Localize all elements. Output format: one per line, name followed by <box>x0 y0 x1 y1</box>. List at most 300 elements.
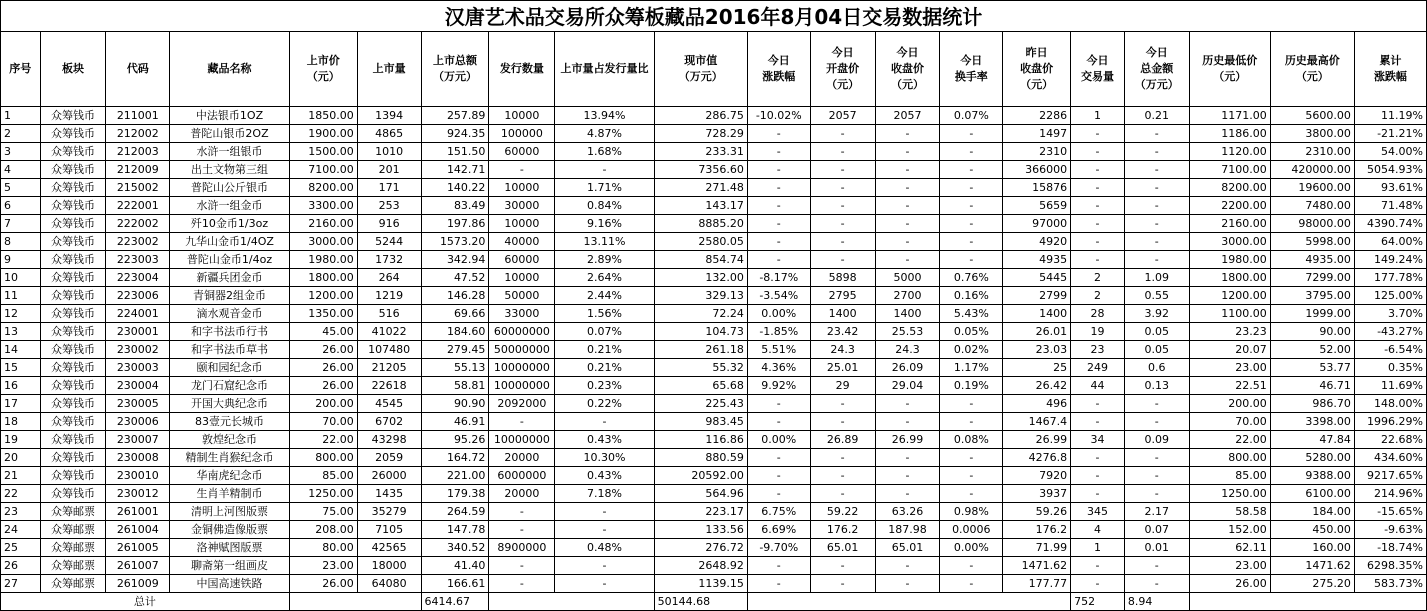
table-cell: - <box>489 521 555 539</box>
table-cell: - <box>875 449 940 467</box>
table-cell: - <box>747 575 810 593</box>
table-cell: 342.94 <box>421 251 489 269</box>
table-cell: - <box>747 557 810 575</box>
table-row <box>1 503 1427 521</box>
table-cell: 26.89 <box>810 431 875 449</box>
table-cell: 5600.00 <box>1270 107 1354 125</box>
table-cell: 230012 <box>106 485 170 503</box>
table-cell: 1467.4 <box>1003 413 1071 431</box>
table-cell: 0.07% <box>940 107 1003 125</box>
table-cell: 171 <box>357 179 421 197</box>
table-cell: 0.09 <box>1124 431 1189 449</box>
table-cell: 146.28 <box>421 287 489 305</box>
header-cell: 今日 收盘价 （元） <box>875 32 940 107</box>
table-cell: 0.0006 <box>940 521 1003 539</box>
table-cell: - <box>875 161 940 179</box>
table-cell: 62.11 <box>1189 539 1270 557</box>
table-cell: 63.26 <box>875 503 940 521</box>
table-row <box>1 215 1427 233</box>
table-cell: 0.05 <box>1124 323 1189 341</box>
table-cell: - <box>1071 143 1125 161</box>
table-cell: 5898 <box>810 269 875 287</box>
table-cell: 2057 <box>810 107 875 125</box>
table-cell: 19600.00 <box>1270 179 1354 197</box>
table-header <box>1 32 1427 107</box>
table-cell: 140.22 <box>421 179 489 197</box>
table-cell: 177.78% <box>1354 269 1426 287</box>
table-cell: 2799 <box>1003 287 1071 305</box>
table-cell: 1500.00 <box>289 143 357 161</box>
table-cell: 5998.00 <box>1270 233 1354 251</box>
table-cell: - <box>489 557 555 575</box>
table-cell: 26.09 <box>875 359 940 377</box>
table-cell: 854.74 <box>654 251 747 269</box>
table-cell: 1200.00 <box>1189 287 1270 305</box>
table-cell: 1 <box>1071 107 1125 125</box>
table-cell: - <box>1071 197 1125 215</box>
table-cell: - <box>810 179 875 197</box>
table-cell: 69.66 <box>421 305 489 323</box>
table-cell: 10000000 <box>489 377 555 395</box>
table-cell: 新疆兵团金币 <box>170 269 290 287</box>
table-cell: 众筹邮票 <box>40 557 106 575</box>
table-row <box>1 107 1427 125</box>
table-cell: 2580.05 <box>654 233 747 251</box>
table-cell: - <box>810 161 875 179</box>
table-cell: 7 <box>1 215 41 233</box>
table-cell: 286.75 <box>654 107 747 125</box>
table-cell: 2286 <box>1003 107 1071 125</box>
table-cell: 1.09 <box>1124 269 1189 287</box>
table-cell: - <box>1124 395 1189 413</box>
total-label: 总计 <box>1 593 290 611</box>
table-cell: 0.22% <box>555 395 654 413</box>
table-cell: 166.61 <box>421 575 489 593</box>
table-cell: 中国高速铁路 <box>170 575 290 593</box>
table-cell: 201 <box>357 161 421 179</box>
table-cell: 6.69% <box>747 521 810 539</box>
table-cell: 90.90 <box>421 395 489 413</box>
table-cell: 70.00 <box>289 413 357 431</box>
table-cell: 95.26 <box>421 431 489 449</box>
table-row <box>1 125 1427 143</box>
table-cell: 197.86 <box>421 215 489 233</box>
table-cell: - <box>940 395 1003 413</box>
table-row <box>1 485 1427 503</box>
table-cell: 329.13 <box>654 287 747 305</box>
table-row <box>1 467 1427 485</box>
table-cell: 983.45 <box>654 413 747 431</box>
table-cell: - <box>940 215 1003 233</box>
table-cell: 3 <box>1 143 41 161</box>
table-cell: 27 <box>1 575 41 593</box>
table-cell: 13.94% <box>555 107 654 125</box>
empty-cell <box>489 593 654 611</box>
table-cell: 60000 <box>489 251 555 269</box>
table-cell: 15 <box>1 359 41 377</box>
table-cell: 223004 <box>106 269 170 287</box>
table-cell: - <box>1124 413 1189 431</box>
table-cell: 23.00 <box>289 557 357 575</box>
table-cell: 九华山金币1/4OZ <box>170 233 290 251</box>
table-cell: 55.32 <box>654 359 747 377</box>
table-cell: 歼10金币1/3oz <box>170 215 290 233</box>
table-cell: 20000 <box>489 485 555 503</box>
table-cell: 9.92% <box>747 377 810 395</box>
table-cell: 23 <box>1071 341 1125 359</box>
table-cell: 12 <box>1 305 41 323</box>
table-cell: 184.60 <box>421 323 489 341</box>
table-cell: - <box>875 143 940 161</box>
table-cell: 516 <box>357 305 421 323</box>
table-cell: 44 <box>1071 377 1125 395</box>
table-cell: - <box>875 575 940 593</box>
table-cell: 0.48% <box>555 539 654 557</box>
table-cell: - <box>555 575 654 593</box>
table-cell: 42565 <box>357 539 421 557</box>
table-cell: 10000 <box>489 179 555 197</box>
table-cell: - <box>489 413 555 431</box>
table-cell: - <box>810 575 875 593</box>
table-row <box>1 323 1427 341</box>
table-cell: - <box>1071 575 1125 593</box>
table-cell: - <box>1071 485 1125 503</box>
table-cell: 26.00 <box>289 341 357 359</box>
table-cell: 18 <box>1 413 41 431</box>
table-row <box>1 269 1427 287</box>
table-cell: 4935 <box>1003 251 1071 269</box>
table-cell: 众筹钱币 <box>40 143 106 161</box>
table-cell: 564.96 <box>654 485 747 503</box>
table-cell: 200.00 <box>289 395 357 413</box>
table-cell: 1219 <box>357 287 421 305</box>
table-cell: 176.2 <box>1003 521 1071 539</box>
sheet-title: 汉唐艺术品交易所众筹板藏品2016年8月04日交易数据统计 <box>0 0 1427 32</box>
table-cell: 104.73 <box>654 323 747 341</box>
table-cell: - <box>1071 251 1125 269</box>
table-cell: 4276.8 <box>1003 449 1071 467</box>
table-cell: 1 <box>1071 539 1125 557</box>
table-cell: -8.17% <box>747 269 810 287</box>
total-row <box>1 593 1427 611</box>
table-cell: 164.72 <box>421 449 489 467</box>
table-cell: - <box>489 575 555 593</box>
table-cell: 6702 <box>357 413 421 431</box>
table-cell: 26.01 <box>1003 323 1071 341</box>
table-cell: - <box>1071 395 1125 413</box>
table-cell: 5445 <box>1003 269 1071 287</box>
total-listing-amount: 6414.67 <box>421 593 489 611</box>
table-cell: 28 <box>1071 305 1125 323</box>
table-cell: 众筹钱币 <box>40 413 106 431</box>
table-cell: 0.76% <box>940 269 1003 287</box>
table-cell: 3000.00 <box>289 233 357 251</box>
table-cell: 233.31 <box>654 143 747 161</box>
table-cell: 20592.00 <box>654 467 747 485</box>
table-cell: 85.00 <box>1189 467 1270 485</box>
table-cell: -10.02% <box>747 107 810 125</box>
table-cell: - <box>1124 215 1189 233</box>
table-cell: -3.54% <box>747 287 810 305</box>
table-cell: - <box>940 557 1003 575</box>
table-cell: 2.64% <box>555 269 654 287</box>
table-cell: 普陀山公斤银币 <box>170 179 290 197</box>
table-cell: 2 <box>1071 269 1125 287</box>
table-cell: 7100.00 <box>1189 161 1270 179</box>
table-cell: - <box>1071 233 1125 251</box>
table-cell: 0.07% <box>555 323 654 341</box>
header-cell: 今日 涨跌幅 <box>747 32 810 107</box>
table-cell: 107480 <box>357 341 421 359</box>
table-cell: - <box>875 251 940 269</box>
table-cell: 众筹钱币 <box>40 395 106 413</box>
table-cell: 0.35% <box>1354 359 1426 377</box>
table-cell: 1999.00 <box>1270 305 1354 323</box>
table-cell: 253 <box>357 197 421 215</box>
table-cell: 160.00 <box>1270 539 1354 557</box>
table-cell: - <box>1071 557 1125 575</box>
table-cell: 1010 <box>357 143 421 161</box>
table-cell: 20 <box>1 449 41 467</box>
table-cell: 223006 <box>106 287 170 305</box>
table-cell: 7480.00 <box>1270 197 1354 215</box>
table-cell: 0.00% <box>747 431 810 449</box>
table-cell: - <box>875 485 940 503</box>
table-cell: 金铜佛造像版票 <box>170 521 290 539</box>
table-cell: - <box>875 215 940 233</box>
table-cell: 9388.00 <box>1270 467 1354 485</box>
table-cell: - <box>489 503 555 521</box>
table-cell: -21.21% <box>1354 125 1426 143</box>
table-cell: 45.00 <box>289 323 357 341</box>
table-cell: 3937 <box>1003 485 1071 503</box>
table-cell: 23.00 <box>1189 557 1270 575</box>
table-cell: 58.81 <box>421 377 489 395</box>
header-cell: 发行数量 <box>489 32 555 107</box>
table-cell: 众筹钱币 <box>40 341 106 359</box>
table-cell: 0.55 <box>1124 287 1189 305</box>
table-cell: - <box>940 197 1003 215</box>
table-cell: 24.3 <box>810 341 875 359</box>
table-cell: 9 <box>1 251 41 269</box>
table-cell: 222001 <box>106 197 170 215</box>
table-cell: 清明上河图版票 <box>170 503 290 521</box>
table-cell: 177.77 <box>1003 575 1071 593</box>
table-cell: 71.99 <box>1003 539 1071 557</box>
table-cell: 5054.93% <box>1354 161 1426 179</box>
table-cell: 261004 <box>106 521 170 539</box>
table-cell: 1996.29% <box>1354 413 1426 431</box>
table-cell: - <box>810 125 875 143</box>
table-cell: - <box>1124 449 1189 467</box>
table-cell: 230005 <box>106 395 170 413</box>
table-cell: 5244 <box>357 233 421 251</box>
table-cell: 2059 <box>357 449 421 467</box>
table-cell: 滴水观音金币 <box>170 305 290 323</box>
table-cell: - <box>875 179 940 197</box>
table-cell: - <box>555 521 654 539</box>
table-cell: 水浒一组金币 <box>170 197 290 215</box>
table-cell: 176.2 <box>810 521 875 539</box>
table-cell: 7105 <box>357 521 421 539</box>
table-cell: - <box>810 215 875 233</box>
table-cell: 2 <box>1071 287 1125 305</box>
table-cell: 60000 <box>489 143 555 161</box>
table-cell: - <box>1124 125 1189 143</box>
table-cell: 10000 <box>489 107 555 125</box>
table-cell: 26.99 <box>1003 431 1071 449</box>
table-cell: - <box>940 485 1003 503</box>
table-cell: 47.84 <box>1270 431 1354 449</box>
table-cell: 728.29 <box>654 125 747 143</box>
table-cell: 众筹钱币 <box>40 287 106 305</box>
table-cell: - <box>1124 197 1189 215</box>
table-cell: 212002 <box>106 125 170 143</box>
table-cell: - <box>875 197 940 215</box>
table-cell: 1435 <box>357 485 421 503</box>
table-cell: 26.00 <box>1189 575 1270 593</box>
table-cell: 敦煌纪念币 <box>170 431 290 449</box>
table-cell: 洛神赋图版票 <box>170 539 290 557</box>
table-cell: 65.01 <box>875 539 940 557</box>
table-cell: - <box>747 179 810 197</box>
table-cell: - <box>1071 413 1125 431</box>
table-cell: 2.44% <box>555 287 654 305</box>
table-cell: 35279 <box>357 503 421 521</box>
table-cell: 60000000 <box>489 323 555 341</box>
table-cell: - <box>1071 215 1125 233</box>
table-cell: 223002 <box>106 233 170 251</box>
table-cell: 97000 <box>1003 215 1071 233</box>
table-cell: 0.6 <box>1124 359 1189 377</box>
table-cell: 142.71 <box>421 161 489 179</box>
table-cell: 众筹钱币 <box>40 161 106 179</box>
table-cell: 8885.20 <box>654 215 747 233</box>
table-cell: 10000000 <box>489 359 555 377</box>
table-cell: 1800.00 <box>1189 269 1270 287</box>
table-cell: 230002 <box>106 341 170 359</box>
table-cell: 30000 <box>489 197 555 215</box>
table-cell: 2200.00 <box>1189 197 1270 215</box>
table-cell: 187.98 <box>875 521 940 539</box>
table-cell: - <box>747 251 810 269</box>
table-row <box>1 233 1427 251</box>
table-cell: 8200.00 <box>289 179 357 197</box>
table-cell: 4 <box>1071 521 1125 539</box>
table-cell: 11.19% <box>1354 107 1426 125</box>
empty-cell <box>1189 593 1426 611</box>
table-cell: 65.68 <box>654 377 747 395</box>
header-cell: 历史最高价 （元） <box>1270 32 1354 107</box>
table-cell: -18.74% <box>1354 539 1426 557</box>
table-cell: 916 <box>357 215 421 233</box>
table-cell: - <box>940 467 1003 485</box>
table-cell: 1400 <box>875 305 940 323</box>
table-cell: - <box>940 125 1003 143</box>
table-cell: 2057 <box>875 107 940 125</box>
table-cell: - <box>940 233 1003 251</box>
table-cell: 18000 <box>357 557 421 575</box>
table-cell: 179.38 <box>421 485 489 503</box>
table-cell: - <box>875 395 940 413</box>
table-cell: 0.98% <box>940 503 1003 521</box>
header-cell: 上市量 <box>357 32 421 107</box>
table-cell: 1400 <box>1003 305 1071 323</box>
table-cell: 2160.00 <box>289 215 357 233</box>
table-cell: 223003 <box>106 251 170 269</box>
table-cell: 众筹钱币 <box>40 323 106 341</box>
table-cell: -9.63% <box>1354 521 1426 539</box>
table-cell: 26.00 <box>289 359 357 377</box>
table-cell: 230006 <box>106 413 170 431</box>
table-cell: - <box>1071 161 1125 179</box>
table-cell: 0.05 <box>1124 341 1189 359</box>
header-cell: 今日 交易量 <box>1071 32 1125 107</box>
table-cell: 0.43% <box>555 431 654 449</box>
table-cell: 53.77 <box>1270 359 1354 377</box>
table-cell: 3300.00 <box>289 197 357 215</box>
table-cell: 90.00 <box>1270 323 1354 341</box>
table-cell: 125.00% <box>1354 287 1426 305</box>
table-cell: 151.50 <box>421 143 489 161</box>
table-row <box>1 395 1427 413</box>
table-cell: - <box>1124 575 1189 593</box>
header-cell: 上市量占发行量比 <box>555 32 654 107</box>
table-cell: 20000 <box>489 449 555 467</box>
table-row <box>1 161 1427 179</box>
table-cell: 1250.00 <box>1189 485 1270 503</box>
table-cell: - <box>940 449 1003 467</box>
header-cell: 藏品名称 <box>170 32 290 107</box>
table-cell: 22618 <box>357 377 421 395</box>
table-cell: 19 <box>1071 323 1125 341</box>
table-cell: - <box>875 233 940 251</box>
table-cell: 46.91 <box>421 413 489 431</box>
table-cell: - <box>489 161 555 179</box>
table-cell: 4 <box>1 161 41 179</box>
table-cell: 26 <box>1 557 41 575</box>
table-cell: 颐和园纪念币 <box>170 359 290 377</box>
table-cell: - <box>1124 161 1189 179</box>
table-cell: 276.72 <box>654 539 747 557</box>
table-cell: 0.84% <box>555 197 654 215</box>
table-cell: 10000 <box>489 269 555 287</box>
table-cell: 143.17 <box>654 197 747 215</box>
table-cell: 211001 <box>106 107 170 125</box>
table-cell: - <box>747 467 810 485</box>
table-cell: -6.54% <box>1354 341 1426 359</box>
table-cell: - <box>810 467 875 485</box>
table-cell: 众筹钱币 <box>40 359 106 377</box>
header-cell: 今日 总金额 （万元） <box>1124 32 1189 107</box>
table-cell: 华南虎纪念币 <box>170 467 290 485</box>
table-cell: 聊斋第一组画皮 <box>170 557 290 575</box>
table-row <box>1 575 1427 593</box>
table-cell: 1.17% <box>940 359 1003 377</box>
table-cell: 4.87% <box>555 125 654 143</box>
table-row <box>1 413 1427 431</box>
table-cell: 93.61% <box>1354 179 1426 197</box>
table-cell: - <box>810 413 875 431</box>
table-cell: 800.00 <box>289 449 357 467</box>
table-cell: 26000 <box>357 467 421 485</box>
header-cell: 上市价 （元） <box>289 32 357 107</box>
table-cell: 98000.00 <box>1270 215 1354 233</box>
table-cell: 2092000 <box>489 395 555 413</box>
table-cell: 1100.00 <box>1189 305 1270 323</box>
table-cell: 1200.00 <box>289 287 357 305</box>
table-cell: 3398.00 <box>1270 413 1354 431</box>
